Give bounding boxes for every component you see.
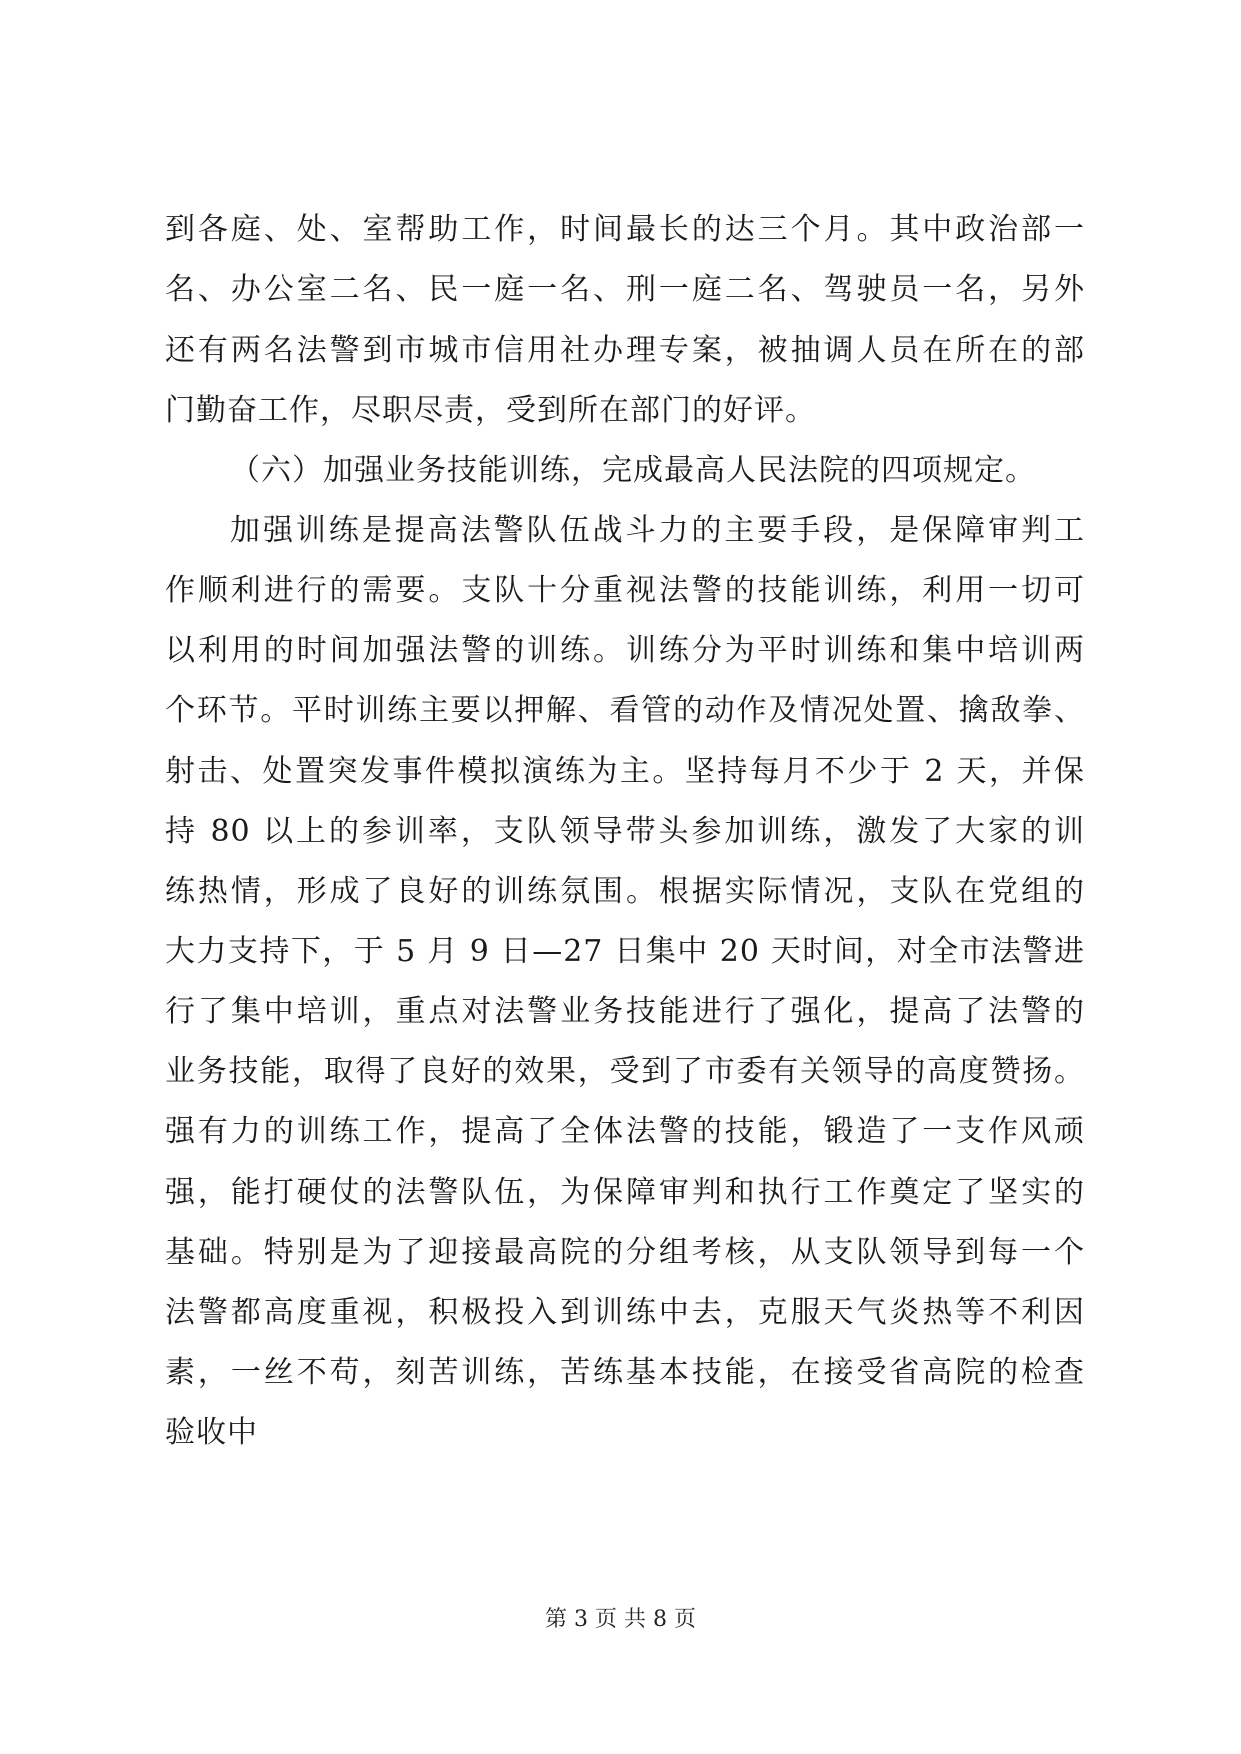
paragraph-2-line-4: 个环节。平时训练主要以押解、看管的动作及情况处置、擒敌拳、: [165, 693, 1085, 728]
paragraph-2-line-8: 大力支持下，于 5 月 9 日—27 日集中 20 天时间，对全市法警进: [165, 934, 1085, 969]
paragraph-2-line-7: 练热情，形成了良好的训练氛围。根据实际情况，支队在党组的: [165, 874, 1085, 909]
paragraph-2-line-9: 行了集中培训，重点对法警业务技能进行了强化，提高了法警的: [165, 994, 1085, 1029]
paragraph-2-line-2: 作顺利进行的需要。支队十分重视法警的技能训练，利用一切可: [165, 573, 1085, 608]
paragraph-2-line-11: 强有力的训练工作，提高了全体法警的技能，锻造了一支作风顽: [165, 1114, 1085, 1149]
paragraph-2-line-5: 射击、处置突发事件模拟演练为主。坚持每月不少于 2 天，并保: [165, 754, 1085, 789]
paragraph-2-line-13: 基础。特别是为了迎接最高院的分组考核，从支队领导到每一个: [165, 1235, 1085, 1270]
paragraph-2-line-14: 法警都高度重视，积极投入到训练中去，克服天气炎热等不利因: [165, 1295, 1085, 1330]
paragraph-2-line-10: 业务技能，取得了良好的效果，受到了市委有关领导的高度赞扬。: [165, 1054, 1085, 1089]
paragraph-1-line-3: 还有两名法警到市城市信用社办理专案，被抽调人员在所在的部: [165, 333, 1085, 368]
paragraph-2-line-6: 持 80 以上的参训率，支队领导带头参加训练，激发了大家的训: [165, 814, 1085, 849]
paragraph-2-line-12: 强，能打硬仗的法警队伍，为保障审判和执行工作奠定了坚实的: [165, 1175, 1085, 1210]
page-number-footer: 第 3 页 共 8 页: [545, 1607, 696, 1632]
section-heading: （六）加强业务技能训练，完成最高人民法院的四项规定。: [230, 453, 1036, 488]
paragraph-1-line-4: 门勤奋工作，尽职尽责，受到所在部门的好评。: [165, 393, 816, 428]
paragraph-1-line-2: 名、办公室二名、民一庭一名、刑一庭二名、驾驶员一名，另外: [165, 272, 1085, 307]
paragraph-2-line-15: 素，一丝不苟，刻苦训练，苦练基本技能，在接受省高院的检查: [165, 1355, 1085, 1390]
paragraph-2-line-1: 加强训练是提高法警队伍战斗力的主要手段，是保障审判工: [230, 513, 1085, 548]
paragraph-2-line-3: 以利用的时间加强法警的训练。训练分为平时训练和集中培训两: [165, 633, 1085, 668]
paragraph-2-line-16: 验收中: [165, 1415, 258, 1450]
paragraph-1-line-1: 到各庭、处、室帮助工作，时间最长的达三个月。其中政治部一: [165, 212, 1085, 247]
